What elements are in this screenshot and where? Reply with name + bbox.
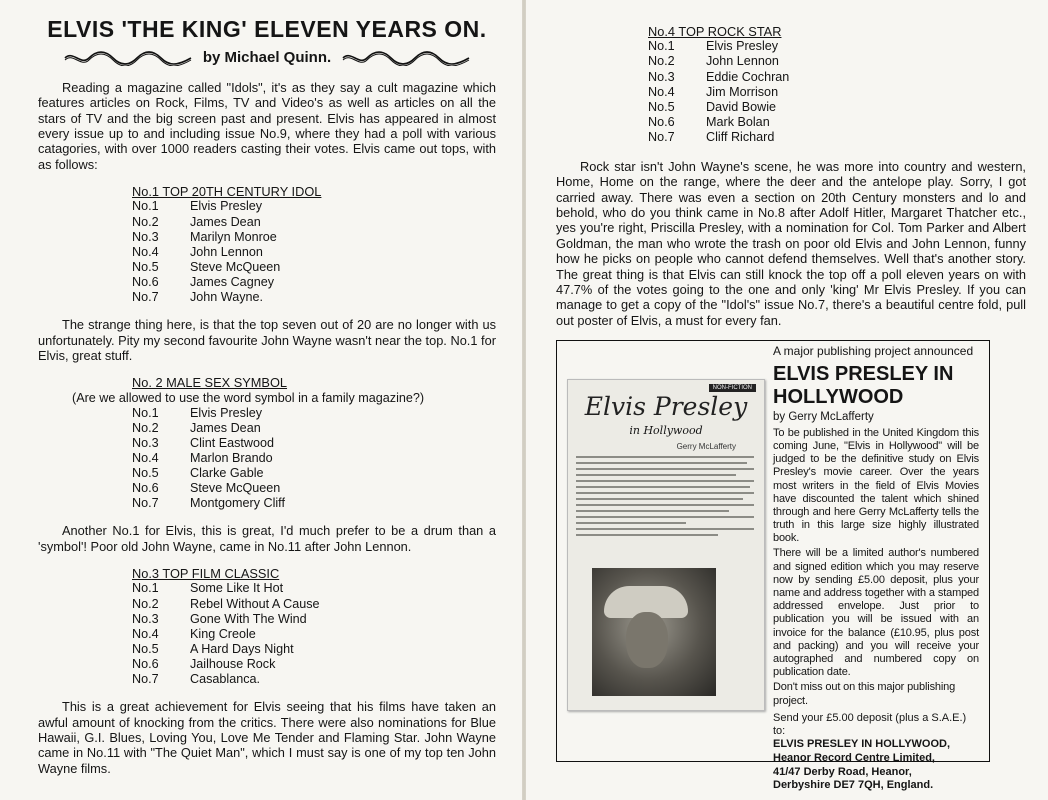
- poll-rank: No.4: [132, 450, 159, 465]
- right-page: [526, 0, 1048, 800]
- poll-name: Marilyn Monroe: [190, 229, 277, 244]
- poll-rank: No.7: [132, 496, 159, 511]
- poll-entry: [132, 436, 496, 451]
- poll-sex-symbol-list: [72, 375, 496, 511]
- poll-name: Casablanca.: [190, 672, 261, 687]
- poll-idol-list: [132, 184, 496, 305]
- poll-entry: [132, 657, 496, 672]
- poll-entry: [132, 290, 496, 305]
- poll-rank: No.6: [132, 481, 159, 496]
- poll-entry: [132, 672, 496, 687]
- ad-send-line: Send your £5.00 deposit (plus a S.A.E.) to:: [773, 711, 967, 737]
- poll-name: Clint Eastwood: [190, 435, 274, 450]
- address-line: Heanor Record Centre Limited,: [773, 751, 935, 764]
- poll-name: Montgomery Cliff: [190, 496, 285, 511]
- poll-rank: No.2: [132, 596, 159, 611]
- poll-rank: No.1: [132, 405, 159, 420]
- ad-headline: ELVIS PRESLEY IN HOLLYWOOD: [773, 362, 954, 408]
- book-advertisement: [556, 340, 990, 792]
- poll-entry: [648, 39, 1026, 54]
- ad-paragraph: There will be a limited author's numbered and signed edition which you may reserve now by sending £5.00 deposit, plus your name and address together with a stamped addressed envelope. Just prior to publication you will be issued with an invoice for the balance (£10.95, plus post and packing) and you will receive your autographed and numbered copy on publication date.: [773, 547, 979, 679]
- book-cover-image: [567, 379, 765, 711]
- poll-entry: [132, 581, 496, 596]
- poll-entry: [132, 642, 496, 657]
- ad-author: by Gerry McLafferty: [773, 410, 874, 423]
- poll-entry: [648, 85, 1026, 100]
- poll-film-comment: This is a great achievement for Elvis seeing that his films have taken an awful amount of knocking from the critics. There were also nominations for Blue Hawaii, G.I. Blues, Loving You, Love Me Tender and Flaming Star. John Wayne came in No.11 with "The Quiet Man", which I must say is one of my top ten John Wayne films.: [38, 699, 496, 776]
- ad-intro: A major publishing project announced: [773, 344, 974, 358]
- poll-entry: [132, 199, 496, 214]
- poll-name: Steve McQueen: [190, 259, 281, 274]
- poll-title: No.4 TOP ROCK STAR: [648, 24, 782, 39]
- poll-rank: No.5: [648, 99, 675, 114]
- poll-entry: [132, 597, 496, 612]
- poll-entry: [132, 612, 496, 627]
- poll-title: No.1 TOP 20TH CENTURY IDOL: [132, 184, 322, 200]
- poll-entry: [132, 466, 496, 481]
- poll-rank: No.2: [648, 54, 675, 69]
- book-cover-tag: NON-FICTION: [709, 384, 756, 392]
- poll-entry: [132, 215, 496, 230]
- poll-name: Steve McQueen: [190, 481, 281, 496]
- poll-entry: [132, 481, 496, 496]
- byline-row: [38, 49, 496, 66]
- book-cover-author: Gerry McLafferty: [676, 442, 736, 451]
- poll-entry: [132, 451, 496, 466]
- poll-rank: No.7: [648, 130, 675, 144]
- poll-rock-star-comment: Rock star isn't John Wayne's scene, he was more into country and western, Home, Home on the range, where the deer and the antelope play. Sorry, I got carried away. There was even a section on 20th Century monsters and lo and behold, who do you think came in No.8 after Adolf Hitler, Margaret Thatcher etc., yes you're right, Priscilla Presley, with a nomination for Col. Tom Parker and Albert Goldman, the man who wrote the trash on poor old Elvis and John Lennon, funny how he picks on people who cannot defend themselves. Well that's another story. The great thing is that Elvis can still knock the top off a poll eleven years on with 47.7% of the votes going to the one and only 'king' Mr Elvis Presley. If you can manage to get a copy of the "Idol's" issue No.7, there's a beautiful centre fold, pull out poster of Elvis, a must for every fan.: [556, 159, 1026, 328]
- poll-name: Marlon Brando: [190, 450, 273, 465]
- poll-rock-star-list: [648, 24, 1026, 145]
- poll-title: No. 2 MALE SEX SYMBOL: [132, 375, 288, 391]
- poll-name: James Dean: [190, 214, 261, 229]
- poll-name: James Cagney: [190, 274, 274, 289]
- poll-name: Elvis Presley: [706, 39, 779, 54]
- poll-rank: No.6: [648, 114, 675, 129]
- left-page: [0, 0, 522, 800]
- poll-rank: No.3: [132, 611, 159, 626]
- poll-name: Jailhouse Rock: [190, 657, 276, 671]
- poll-name: Eddie Cochran: [706, 69, 790, 84]
- ad-paragraph: Don't miss out on this major publishing project.: [773, 681, 956, 707]
- address-line: ELVIS PRESLEY IN HOLLYWOOD,: [773, 738, 951, 751]
- address-line: Derbyshire DE7 7QH, England.: [773, 779, 934, 792]
- poll-entry: [648, 54, 1026, 69]
- poll-name: Some Like It Hot: [190, 581, 284, 596]
- poll-rank: No.1: [132, 199, 159, 214]
- poll-name: Gone With The Wind: [190, 611, 307, 626]
- poll-rank: No.5: [132, 259, 159, 274]
- poll-title: No.3 TOP FILM CLASSIC: [132, 566, 280, 582]
- book-cover-text-lines: [576, 456, 754, 540]
- poll-name: A Hard Days Night: [190, 641, 294, 656]
- poll-name: King Creole: [190, 626, 256, 641]
- poll-name: Elvis Presley: [190, 405, 263, 420]
- article-title: ELVIS 'THE KING' ELEVEN YEARS ON.: [47, 16, 487, 42]
- poll-name: David Bowie: [706, 99, 776, 114]
- poll-entry: [132, 230, 496, 245]
- poll-entry: [132, 406, 496, 421]
- poll-rank: No.4: [648, 84, 675, 99]
- poll-entry: [132, 245, 496, 260]
- squiggle-right-ornament: [341, 50, 471, 66]
- poll-entry: [648, 100, 1026, 115]
- poll-rank: No.5: [132, 466, 159, 481]
- poll-name: John Wayne.: [190, 290, 264, 305]
- poll-entry: [132, 260, 496, 275]
- poll-entry: [132, 421, 496, 436]
- poll-rank: No.7: [132, 290, 159, 305]
- poll-entry: [132, 627, 496, 642]
- book-cover-subtitle: in Hollywood: [629, 424, 703, 437]
- poll-rank: No.4: [132, 244, 159, 259]
- book-cover-title: Elvis Presley: [584, 392, 748, 421]
- poll-rank: No.5: [132, 641, 159, 656]
- poll-name: James Dean: [190, 420, 261, 435]
- poll-rank: No.1: [648, 39, 675, 54]
- poll-name: Cliff Richard: [706, 130, 775, 144]
- poll-entry: [648, 70, 1026, 85]
- face-shape: [626, 612, 668, 668]
- poll-sex-symbol-comment: Another No.1 for Elvis, this is great, I'd much prefer to be a drum than a 'symbol'! Poor old John Wayne, came in No.11 after John Lennon.: [38, 523, 496, 554]
- poll-name: Clarke Gable: [190, 466, 264, 481]
- poll-name: Jim Morrison: [706, 84, 779, 99]
- ad-address: [773, 738, 979, 793]
- elvis-photo: [592, 568, 716, 696]
- squiggle-left-ornament: [63, 50, 193, 66]
- intro-paragraph: Reading a magazine called "Idols", it's as they say a cult magazine which features articles on Rock, Films, TV and Video's as well as articles on all the stars of TV and the big screen past and present. Elvis has appeared in almost every issue up to and including issue No.9, where they had a poll with various catagories, with over 1000 readers casting their votes. Elvis came out tops, with as follows:: [38, 80, 496, 172]
- poll-rank: No.7: [132, 672, 159, 687]
- poll-note: (Are we allowed to use the word symbol in a family magazine?): [72, 390, 425, 405]
- poll-entry: [648, 130, 1026, 145]
- poll-entry: [648, 115, 1026, 130]
- poll-rank: No.2: [132, 420, 159, 435]
- poll-rank: No.3: [132, 435, 159, 450]
- address-line: 41/47 Derby Road, Heanor,: [773, 765, 912, 778]
- poll-name: John Lennon: [706, 54, 779, 69]
- poll-entry: [132, 275, 496, 290]
- poll-rank: No.1: [132, 581, 159, 596]
- poll-rank: No.6: [132, 274, 159, 289]
- ad-text-column: [773, 345, 979, 793]
- poll-name: Rebel Without A Cause: [190, 596, 320, 611]
- poll-rank: No.6: [132, 657, 159, 671]
- poll-name: Mark Bolan: [706, 114, 770, 129]
- poll-rank: No.3: [132, 229, 159, 244]
- poll-rank: No.3: [648, 69, 675, 84]
- poll-name: Elvis Presley: [190, 199, 263, 214]
- poll-name: John Lennon: [190, 244, 263, 259]
- poll-rank: No.4: [132, 626, 159, 641]
- poll-film-list: [132, 566, 496, 687]
- ad-paragraph: To be published in the United Kingdom this coming June, "Elvis in Hollywood" will be judged to be the definitive study on Elvis Presley's movie career. Over the years most writers in the field of Elvis Movies have discounted the talent which shined through and here Gerry McLafferty tells the truth in this large size highly illustrated book.: [773, 426, 979, 545]
- poll-rank: No.2: [132, 214, 159, 229]
- poll-idol-comment: The strange thing here, is that the top seven out of 20 are no longer with us unfortunately. Pity my second favourite John Wayne wasn't near the top. No.1 for Elvis, great stuff.: [38, 317, 496, 363]
- byline: by Michael Quinn.: [202, 49, 332, 66]
- poll-entry: [132, 496, 496, 511]
